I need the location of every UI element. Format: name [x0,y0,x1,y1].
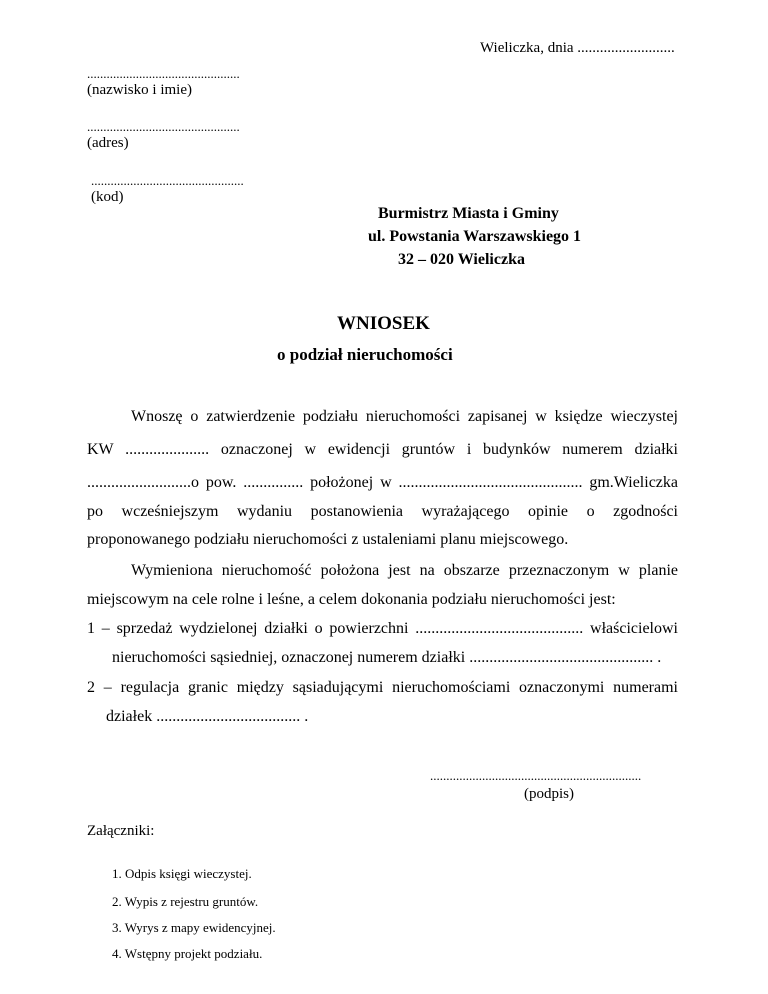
recipient-line-3: 32 – 020 Wieliczka [398,251,525,268]
item-2-line-2: działek .................................... . [106,708,309,725]
attachment-item: 1. Odpis księgi wieczystej. [112,866,252,881]
code-dotted-line: ............................................... [91,173,244,188]
address-label: (adres) [87,135,129,151]
item-1-line-1: 1 – sprzedaż wydzielonej działki o powierzchni .......................................... właścicielowi [87,620,678,637]
paragraph-1-line-5: proponowanego podziału nieruchomości z ustaleniami planu miejscowego. [87,531,569,548]
attachments-heading: Załączniki: [87,823,155,839]
document-subtitle: o podział nieruchomości [277,345,453,364]
address-dotted-line: ............................................... [87,119,240,134]
recipient-line-1: Burmistrz Miasta i Gminy [378,205,559,222]
name-label: (nazwisko i imie) [87,82,192,98]
paragraph-2-line-1: Wymieniona nieruchomość położona jest na obszarze przeznaczonym w planie [131,562,678,579]
recipient-line-2: ul. Powstania Warszawskiego 1 [368,228,582,245]
paragraph-1-line-2: KW ..................... oznaczonej w ewidencji gruntów i budynków numerem działki [87,441,678,458]
code-label: (kod) [91,189,124,205]
signature-dotted-line: ................................................................. [430,768,642,783]
paragraph-2-line-2: miejscowym na cele rolne i leśne, a celem dokonania podziału nieruchomości jest: [87,591,616,608]
name-dotted-line: ............................................... [87,66,240,81]
paragraph-1-line-4: po wcześniejszym wydaniu postanowienia wyrażającego opinie o zgodności [87,503,678,520]
paragraph-1-line-1: Wnoszę o zatwierdzenie podziału nieruchomości zapisanej w księdze wieczystej [131,408,678,425]
attachment-item: 3. Wyrys z mapy ewidencyjnej. [112,920,276,935]
signature-label: (podpis) [524,786,574,802]
attachment-item: 4. Wstępny projekt podziału. [112,946,263,961]
document-title: WNIOSEK [337,313,430,334]
attachment-item: 2. Wypis z rejestru gruntów. [112,894,259,909]
paragraph-1-line-3: ..........................o pow. ............... położonej w .............................................. gm.Wieliczka [87,474,678,491]
item-1-line-2: nieruchomości sąsiedniej, oznaczonej numerem działki .............................................. . [112,649,662,666]
place-date: Wieliczka, dnia .......................... [480,40,675,56]
item-2-line-1: 2 – regulacja granic między sąsiadującymi nieruchomościami oznaczonymi numerami [87,679,678,696]
